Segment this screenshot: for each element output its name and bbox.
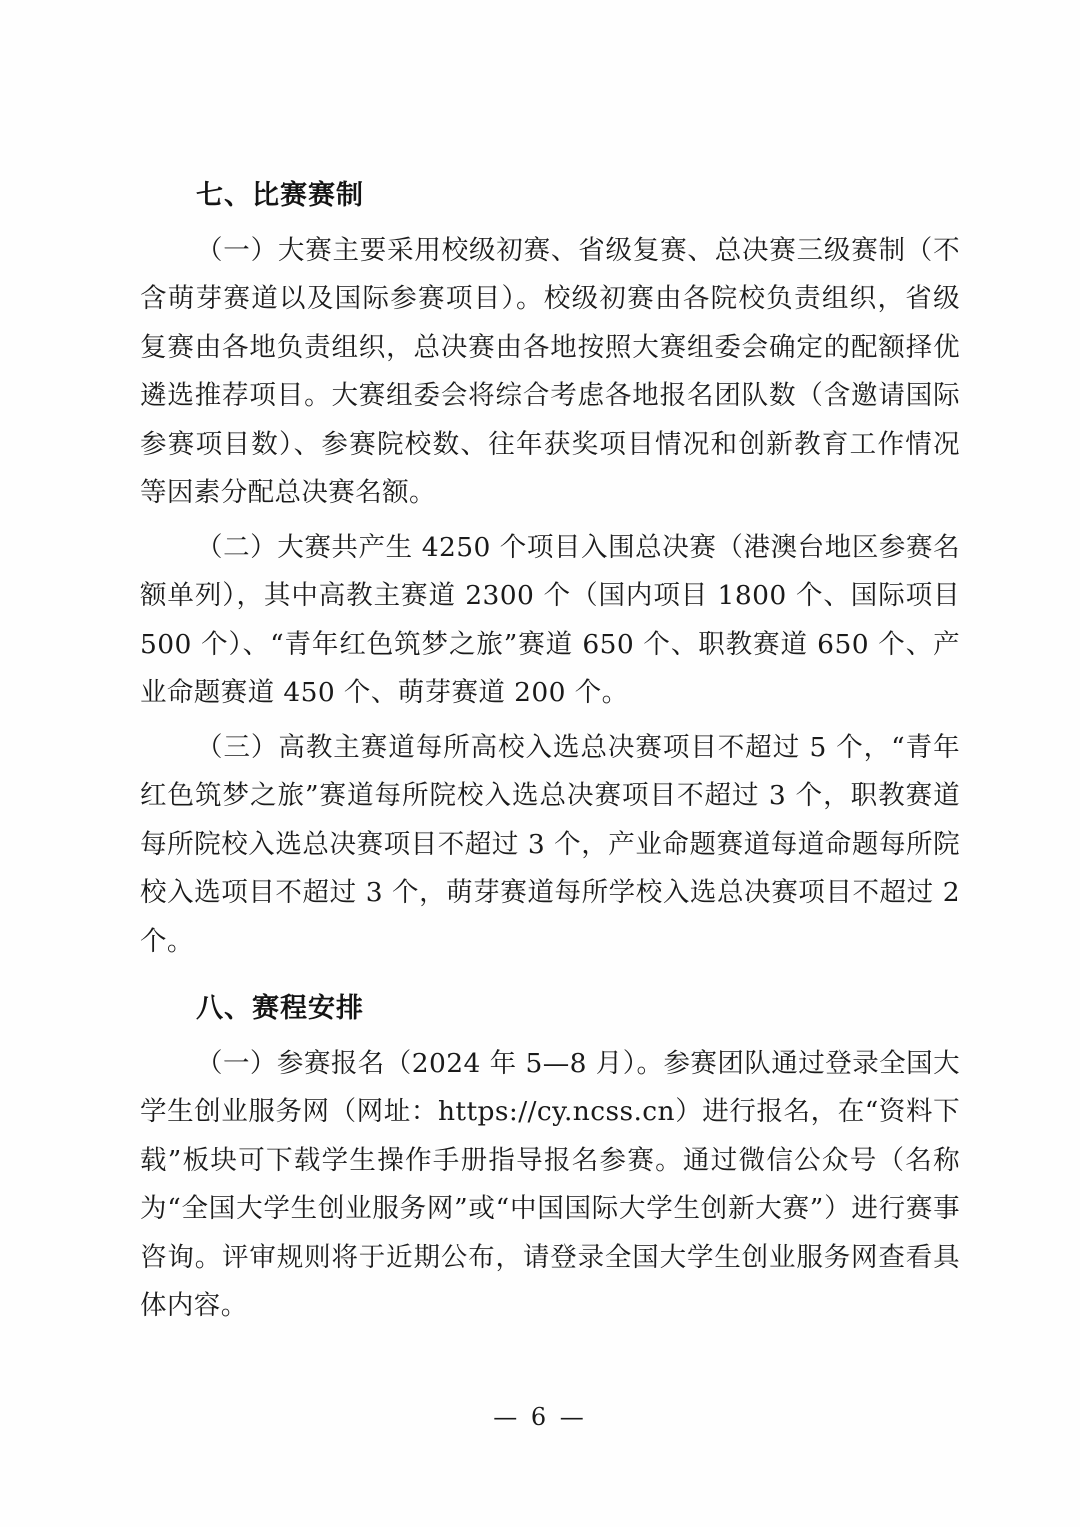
page-number: — 6 — [493,1403,587,1431]
paragraph-schedule-1: （一）参赛报名（2024 年 5—8 月）。参赛团队通过登录全国大学生创业服务网（网址：https://cy.ncss.cn）进行报名，在“资料下载”板块可下载学生操作手册指导报名参赛。通过微信公众号（名称为“全国大学生创业服务网”或“中国国际大学生创新大赛”）进行赛事咨询。评审规则将于近期公布，请登录全国大学生创业服务网查看具体内容。 [140,1047,960,1322]
section-heading-schedule: 八、赛程安排 [196,993,364,1025]
paragraph-format-3: （三）高教主赛道每所高校入选总决赛项目不超过 5 个，“青年红色筑梦之旅”赛道每所院校入选总决赛项目不超过 3 个，职教赛道每所院校入选总决赛项目不超过 3 个，产业命题赛道每道命题每所院校入选项目不超过 3 个，萌芽赛道每所学校入选总决赛项目不超过 2 个。 [140,731,960,957]
section-heading-competition-format: 七、比赛赛制 [196,180,364,211]
paragraph-format-2: （二）大赛共产生 4250 个项目入围总决赛（港澳台地区参赛名额单列），其中高教主赛道 2300 个（国内项目 1800 个、国际项目 500 个）、“青年红色筑梦之旅”赛道 650 个、职教赛道 650 个、产业命题赛道 450 个、萌芽赛道 200 个。 [140,531,960,709]
document-body [140,175,960,1331]
paragraph-format-1: （一）大赛主要采用校级初赛、省级复赛、总决赛三级赛制（不含萌芽赛道以及国际参赛项目）。校级初赛由各院校负责组织，省级复赛由各地负责组织，总决赛由各地按照大赛组委会确定的配额择优遴选推荐项目。大赛组委会将综合考虑各地报名团队数（含邀请国际参赛项目数）、参赛院校数、往年获奖项目情况和创新教育工作情况等因素分配总决赛名额。 [140,234,960,509]
